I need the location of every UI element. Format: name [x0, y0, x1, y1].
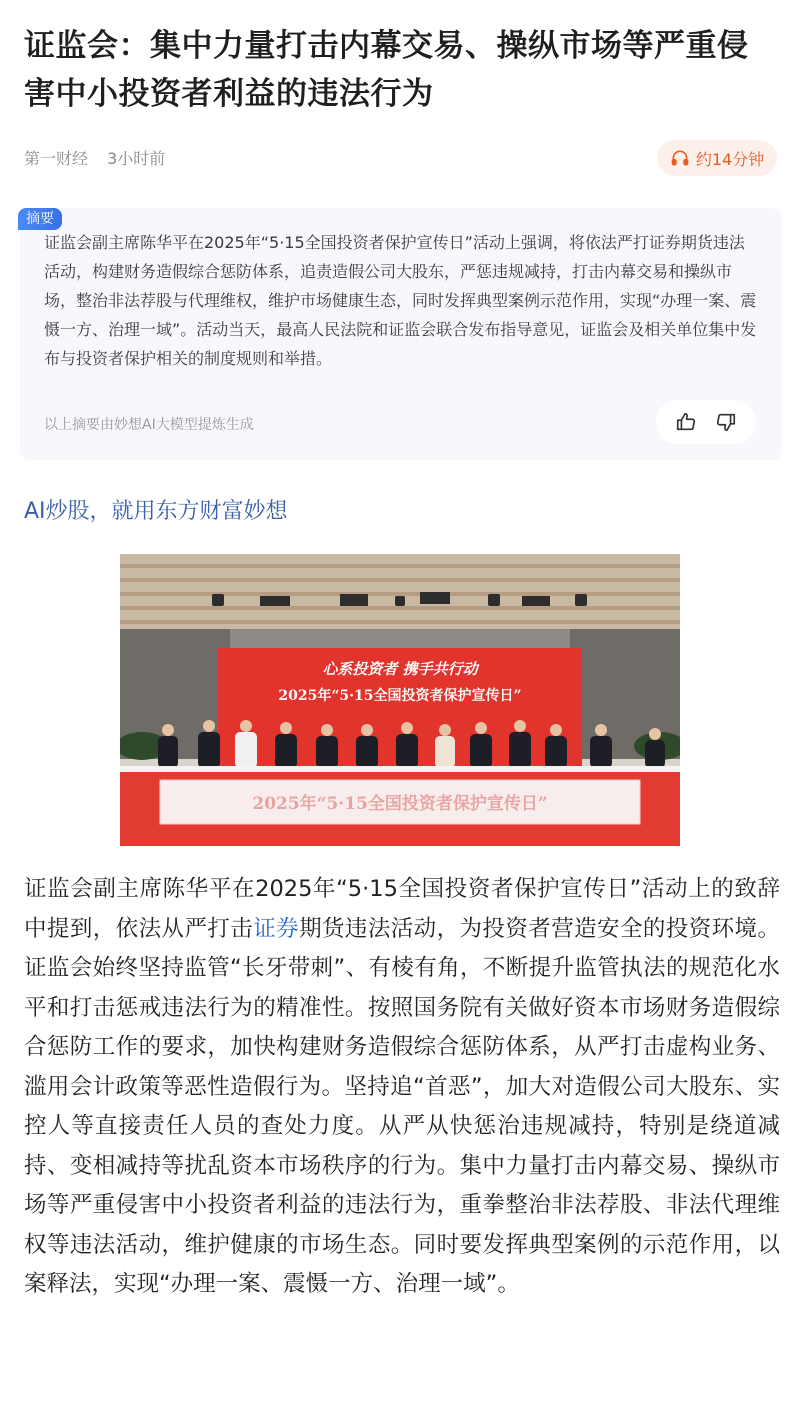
listen-button[interactable] [657, 140, 777, 176]
article-time: 3小时前 [107, 149, 166, 168]
article-meta [24, 146, 165, 169]
securities-link[interactable]: 证券 [253, 915, 300, 942]
article-source[interactable]: 第一财经 [24, 149, 89, 168]
event-photo-illustration [120, 554, 680, 846]
promo-link[interactable]: AI炒股，就用东方财富妙想 [24, 499, 288, 524]
article-body [24, 870, 780, 1305]
article-photo[interactable] [120, 554, 680, 846]
photo-slogan: 心系投资者 携手共行动 [322, 660, 478, 678]
article-title: 证监会：集中力量打击内幕交易、操纵市场等严重侵害中小投资者利益的违法行为 [24, 28, 749, 112]
feedback-buttons [656, 400, 756, 444]
article-body-part-2: 期货违法活动，为投资者营造安全的投资环境。证监会始终坚持监管“长牙带刺”、有棱有角，不断提升监管执法的规范化水平和打击惩戒违法行为的精准性。按照国务院有关做好资本市场财务造假综合惩防工作的要求，加快构建财务造假综合惩防体系，从严打击虚构业务、滥用会计政策等恶性造假行为。坚持追“首恶”，加大对造假公司大股东、实控人等直接责任人员的查处力度。从严从快惩治违规减持，特别是绕道减持、变相减持等扰乱资本市场秩序的行为。集中力量打击内幕交易、操纵市场等严重侵害中小投资者利益的违法行为，重拳整治非法荐股、非法代理维权等违法活动，维护健康的市场生态。同时要发挥典型案例的示范作用，以案释法，实现“办理一案、震慑一方、治理一域”。 [24, 915, 780, 1297]
headphones-icon [670, 148, 690, 168]
listen-duration: 约14分钟 [695, 149, 765, 169]
article-body-part-1: 证监会副主席陈华平在2025年“5·15全国投资者保护宣传日”活动上的致辞中提到，依法从严打击 [24, 876, 780, 942]
photo-banner-title: 2025年“5·15全国投资者保护宣传日” [252, 794, 548, 814]
summary-text: 证监会副主席陈华平在2025年“5·15全国投资者保护宣传日”活动上强调，将依法严打证券期货违法活动，构建财务造假综合惩防体系，追责造假公司大股东，严惩违规减持，打击内幕交易和操纵市场，整治非法荐股与代理维权，维护市场健康生态，同时发挥典型案例示范作用，实现“办理一案、震慑一方、治理一域”。活动当天，最高人民法院和证监会联合发布指导意见，证监会及相关单位集中发布与投资者保护相关的制度规则和举措。 [44, 233, 757, 368]
summary-tag: 摘要 [18, 208, 62, 230]
photo-screen-title: 2025年“5·15全国投资者保护宣传日” [278, 688, 522, 704]
ai-summary-card [20, 208, 782, 460]
thumbs-down-icon[interactable] [715, 411, 737, 433]
summary-note: 以上摘要由妙想AI大模型提炼生成 [44, 417, 254, 433]
thumbs-up-icon[interactable] [675, 411, 697, 433]
